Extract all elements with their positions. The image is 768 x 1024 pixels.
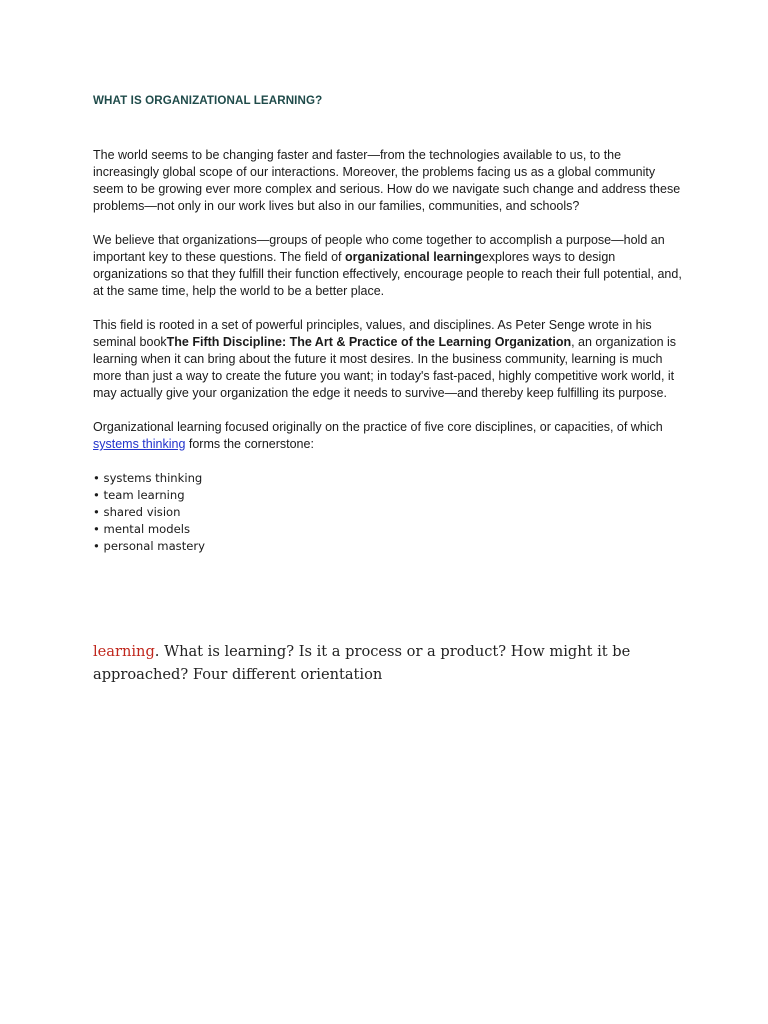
organizational-learning-term: organizational learning xyxy=(345,250,482,264)
paragraph-intro-text: The world seems to be changing faster and faster—from the technologies available to us, to the increasingly global scope of our interactions. Moreover, the problems facing us as a global community seem to be growing ever more complex and serious. How do we navigate such change and address these problems—not only in our work lives but also in our families, communities, and schools? xyxy=(93,148,681,213)
disciplines-list xyxy=(93,470,683,555)
list-item: • personal mastery xyxy=(93,538,683,555)
list-item: • shared vision xyxy=(93,504,683,521)
paragraph-intro xyxy=(93,147,683,215)
book-title: The Fifth Discipline: The Art & Practice of the Learning Organization xyxy=(166,335,572,349)
list-item: • mental models xyxy=(93,521,683,538)
list-item: • systems thinking xyxy=(93,470,683,487)
paragraph-field-after: explores ways to design organizations so that they fulfill their function effectively, encourage people to reach their full potential, and, at the same time, help the world to be a better place. xyxy=(93,250,682,298)
paragraph-senge-after: , an organization is learning when it can bring about the future it most desires. In the business community, learning is much more than just a way to create the future you want; in today's fast-paced, highly competitive work world, it may actually give your organization the edge it needs to survive—and thereby keep fulfilling its purpose. xyxy=(93,335,677,400)
paragraph-disciplines-after: forms the cornerstone: xyxy=(185,437,314,451)
paragraph-field xyxy=(93,232,683,300)
page-title: WHAT IS ORGANIZATIONAL LEARNING? xyxy=(93,94,323,107)
list-item: • team learning xyxy=(93,487,683,504)
systems-thinking-link[interactable]: systems thinking xyxy=(93,437,186,451)
excerpt-text: . What is learning? Is it a process or a product? How might it be approached? Four different orientation xyxy=(93,643,631,683)
article-body xyxy=(93,93,683,555)
paragraph-disciplines xyxy=(93,419,683,453)
paragraph-senge-before: This field is rooted in a set of powerful principles, values, and disciplines. As Peter Senge wrote in his seminal book xyxy=(93,318,652,349)
search-excerpt xyxy=(93,640,693,686)
paragraph-field-before: We believe that organizations—groups of people who come together to accomplish a purpose—hold an important key to these questions. The field of xyxy=(93,233,665,264)
paragraph-senge xyxy=(93,317,683,402)
highlighted-term: learning xyxy=(93,643,155,660)
paragraph-disciplines-before: Organizational learning focused originally on the practice of five core disciplines, or capacities, of which xyxy=(93,420,663,434)
